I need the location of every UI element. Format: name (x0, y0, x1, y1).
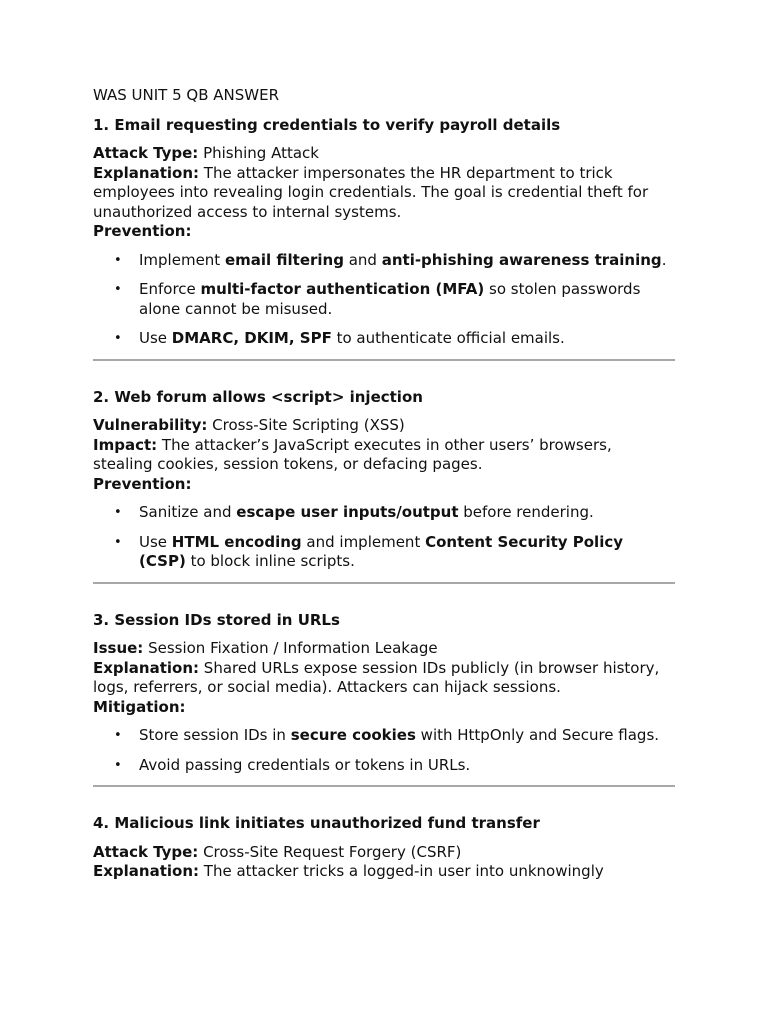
field-prevention (93, 222, 675, 242)
field-attack-type (93, 843, 675, 863)
field-explanation (93, 164, 675, 223)
section-4 (93, 814, 675, 882)
field-value: The attacker’s JavaScript executes in other users’ browsers, stealing cookies, session tokens, or defacing pages. (93, 435, 612, 473)
list-item: • Sanitize and escape user inputs/output before rendering. (93, 503, 675, 523)
field-label: Impact: (93, 435, 158, 454)
field-value: The attacker tricks a logged-in user into unknowingly (199, 862, 604, 880)
section-divider (93, 785, 675, 787)
field-prevention (93, 475, 675, 495)
section-2 (93, 388, 675, 572)
field-explanation (93, 659, 675, 698)
field-value: Session Fixation / Information Leakage (143, 639, 438, 657)
section-heading: 3. Session IDs stored in URLs (93, 610, 340, 629)
field-value: Phishing Attack (198, 144, 319, 162)
section-1 (93, 116, 675, 349)
list-item: • Implement email filtering and anti-phishing awareness training. (93, 251, 675, 271)
bullet-list (93, 251, 675, 349)
field-attack-type (93, 144, 675, 164)
section-3 (93, 611, 675, 776)
field-label: Attack Type: (93, 842, 199, 861)
field-label: Vulnerability: (93, 416, 208, 434)
field-impact (93, 436, 675, 475)
field-value: The attacker impersonates the HR department to trick employees into revealing login credentials. The goal is credential theft for unauthorized access to internal systems. (93, 163, 649, 221)
section-divider (93, 359, 675, 361)
list-item: • Use DMARC, DKIM, SPF to authenticate official emails. (93, 329, 675, 349)
field-label: Explanation: (93, 658, 200, 677)
field-label: Mitigation: (93, 697, 186, 716)
bullet-list (93, 503, 675, 572)
field-explanation (93, 862, 675, 882)
section-heading: 4. Malicious link initiates unauthorized fund transfer (93, 814, 540, 832)
document-title: WAS UNIT 5 QB ANSWER (93, 86, 280, 104)
list-item: • Avoid passing credentials or tokens in URLs. (93, 756, 675, 776)
field-label: Prevention: (93, 474, 192, 493)
field-issue (93, 639, 675, 659)
list-item: • Store session IDs in secure cookies with HttpOnly and Secure flags. (93, 726, 675, 746)
field-value: Cross-Site Scripting (XSS) (207, 416, 405, 434)
field-label: Prevention: (93, 222, 192, 240)
section-heading: 2. Web forum allows <script> injection (93, 387, 423, 406)
field-label: Issue: (93, 639, 144, 657)
field-value: Shared URLs expose session IDs publicly (in browser history, logs, referrers, or social media). Attackers can hijack sessions. (93, 658, 660, 696)
section-heading: 1. Email requesting credentials to verify payroll details (93, 115, 561, 134)
field-label: Attack Type: (93, 144, 199, 162)
field-value: Cross-Site Request Forgery (CSRF) (198, 842, 462, 861)
section-divider (93, 582, 675, 584)
list-item: • Enforce multi-factor authentication (MFA) so stolen passwords alone cannot be misused. (93, 280, 675, 319)
field-vulnerability (93, 416, 675, 436)
field-label: Explanation: (93, 163, 200, 182)
bullet-list (93, 726, 675, 775)
field-label: Explanation: (93, 862, 200, 880)
list-item: • Use HTML encoding and implement Content Security Policy (CSP) to block inline scripts. (93, 533, 675, 572)
field-mitigation (93, 698, 675, 718)
